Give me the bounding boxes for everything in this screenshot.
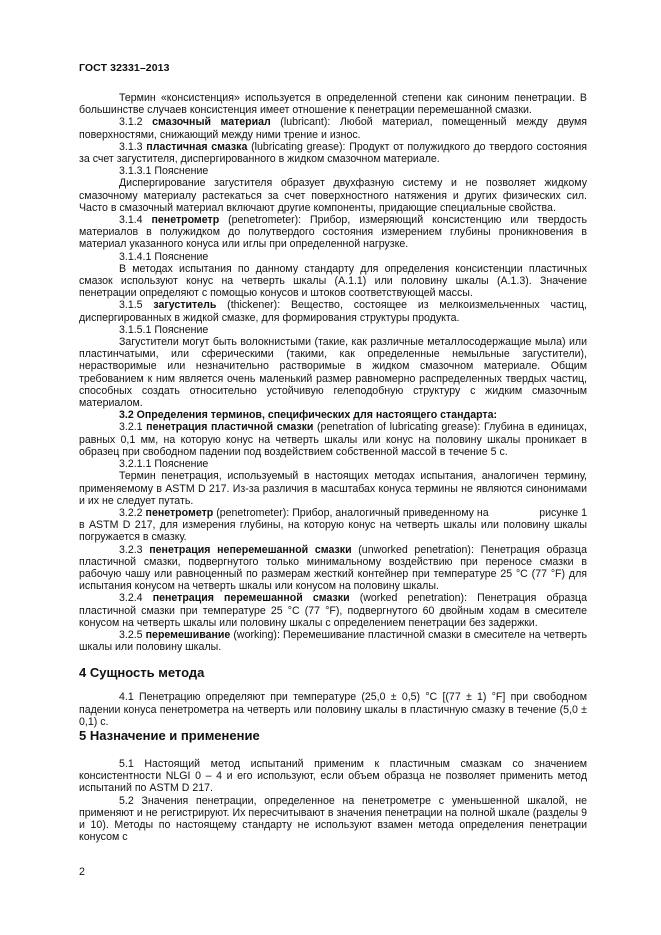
note-heading: 3.1.4.1 Пояснение bbox=[119, 250, 209, 263]
definition-3-2-5 bbox=[79, 629, 587, 653]
note-heading: 3.1.3.1 Пояснение bbox=[119, 165, 209, 178]
note-text: Термин пенетрация, используемый в настоящих методах испытания, аналогичен термину, применяемому в ASTM D 217. Из-за различия в масштабах конуса термины не являются синонимами и их не следует путать. bbox=[79, 470, 587, 507]
section-heading-3-2: 3.2 Определения терминов, специфических для настоящего стандарта: bbox=[119, 409, 498, 422]
clause-number: 3.1.5 bbox=[119, 299, 143, 312]
document-body bbox=[79, 92, 590, 844]
document-header: ГОСТ 32331–2013 bbox=[79, 62, 170, 74]
page-number: 2 bbox=[79, 866, 85, 878]
clause-number: 3.1.4 bbox=[119, 214, 143, 227]
paragraph: Термин «консистенция» используется в определенной степени как синоним пенетрации. В большинстве случаев консистенция имеет отношение к пенетрации перемешанной смазки. bbox=[79, 92, 587, 117]
section-heading-4: 4 Сущность метода bbox=[79, 665, 205, 681]
definition-3-2-1 bbox=[79, 421, 587, 458]
clause-number: 3.2.4 bbox=[119, 592, 143, 605]
term: пластичная смазка bbox=[146, 140, 248, 153]
definition-text: (penetrometer): Прибор, аналогичный приведенному на рисунке 1 в ASTM D 217, для измерения глубины, на которую конус на четверть шкалы или половину шкалы погружается в смазку. bbox=[79, 506, 590, 544]
note-text: В методах испытания по данному стандарту для определения консистенции пластичных смазок используют конус на четверть шкалы (А.1.1) или половину шкалы (А.1.3). Значение пенетрации определяют с помощью конусов и штоков соответствующей массы. bbox=[79, 262, 587, 300]
note-heading: 3.2.1.1 Пояснение bbox=[119, 458, 209, 471]
definition-text: (penetration of lubricating grease): Глубина в единицах, равных 0,1 мм, на которую конус на четверть шкалы или конус на половину шкалы проникает в образец при свободном падении под воздействием собственной массой в течение 5 с. bbox=[79, 421, 587, 458]
definition-text: (working): Перемешивание пластичной смазки в смесителе на четверть шкалы или половину шкалы. bbox=[79, 628, 587, 654]
term: пенетрометр bbox=[151, 214, 220, 227]
definition-text: (penetrometer): Прибор, измеряющий консистенцию или твердость материалов в полужидком до полутвердого состояния измерением глубины проникновения в материал указанного конуса или иглы при определенной нагрузке. bbox=[79, 214, 587, 251]
term: смазочный материал bbox=[152, 116, 271, 129]
paragraph: 4.1 Пенетрацию определяют при температуре (25,0 ± 0,5) °С [(77 ± 1) °F] при свободном падении конуса пенетрометра на четверть или половину шкалы в пластичную смазку в течение (5,0 ± 0,1) с. bbox=[79, 691, 587, 728]
note-text: Диспергирование загустителя образует двухфазную систему и не позволяет жидкому смазочному материалу растекаться за счет поверхностного натяжения и других физических сил. Часто в смазочный материал включают другие компоненты, придающие специальные свойства. bbox=[79, 177, 587, 214]
definition-text: (lubricating grease): Продукт от полужидкого до твердого состояния за счет загустителя, диспергированного в жидком смазочном материале. bbox=[79, 140, 588, 166]
clause-number: 3.1.3 bbox=[119, 140, 143, 153]
paragraph: 5.2 Значения пенетрации, определенное на пенетрометре с уменьшенной шкалой, не применяют и не регистрируют. Их пересчитывают в значения пенетрации на полной шкале (разделы 9 и 10). Методы по настоящему стандарту не используют взамен метода определения пенетрации конусом с bbox=[79, 794, 587, 844]
clause-number: 3.2.2 bbox=[119, 506, 143, 519]
definition-text: (unworked penetration): Пенетрация образца пластичной смазки, подвергнутого только минимальному воздействию при переносе смазки в рабочую чашу или равноценный по размерам жесткий контейнер при температуре 25 °С (77 °F) для испытания конусом на четверть шкалы или конусом на половину шкалы. bbox=[79, 543, 587, 593]
clause-number: 3.2.1 bbox=[119, 421, 143, 434]
clause-number: 3.1.2 bbox=[119, 116, 143, 129]
section-heading-5: 5 Назначение и применение bbox=[79, 727, 260, 743]
term: пенетрометр bbox=[145, 506, 214, 519]
definition-3-2-4 bbox=[79, 592, 587, 629]
definition-3-2-2 bbox=[79, 506, 590, 544]
clause-number: 3.2.3 bbox=[119, 543, 143, 556]
term: загуститель bbox=[153, 299, 217, 312]
definition-text: (thickener): Вещество, состоящее из мелкоизмельченных частиц, диспергированных в жидкой смазке, для формирования структуры продукта. bbox=[79, 299, 587, 324]
definition-3-1-2 bbox=[79, 116, 587, 140]
term: перемешивание bbox=[145, 628, 231, 641]
term: пенетрация пластичной смазки bbox=[146, 421, 314, 434]
definition-3-1-4 bbox=[79, 214, 587, 251]
definition-3-1-5 bbox=[79, 299, 587, 323]
definition-text: (lubricant): Любой материал, помещенный между двумя поверхностями, снижающий между ними трение и износ. bbox=[79, 116, 587, 141]
term: пенетрация перемешанной смазки bbox=[152, 592, 350, 605]
definition-text: (worked penetration): Пенетрация образца пластичной смазки при температуре 25 °С (77 °F), подвергнутого 60 двойным ходам в смесителе конусом на четверть шкалы или половину шкалы с определением пенетрации без задержки. bbox=[79, 592, 587, 629]
paragraph: 5.1 Настоящий метод испытаний применим к пластичным смазкам со значением консистентности NLGI 0 – 4 и его используют, если объем образца не позволяет применить метод испытаний по ASTM D 217. bbox=[79, 757, 587, 795]
note-heading: 3.1.5.1 Пояснение bbox=[119, 323, 209, 336]
definition-3-1-3 bbox=[79, 141, 587, 165]
definition-3-2-3 bbox=[79, 544, 587, 593]
clause-number: 3.2.5 bbox=[119, 628, 143, 641]
note-text: Загустители могут быть волокнистыми (такие, как различные металлосодержащие мыла) или пластинчатыми, или сферическими (такими, как определенные немыльные загустители), нерастворимые или незначительно растворимые в жидком смазочном материале. Общим требованием к ним является очень маленький размер равномерно распределенных твердых частиц, способных создать относительно устойчивую гелеподобную структуру с жидким смазочным материалом. bbox=[79, 336, 587, 410]
term: пенетрация неперемешанной смазки bbox=[149, 543, 352, 556]
